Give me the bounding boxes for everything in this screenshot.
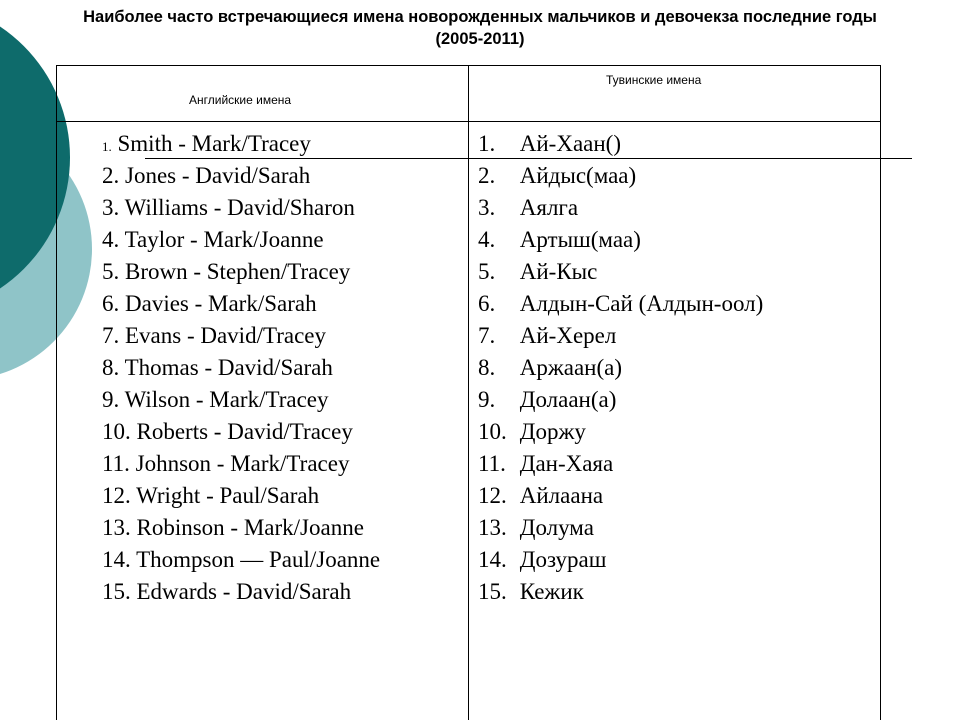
english-names-header: Английские имена [189,93,292,107]
list-item-text: Аржаан(а) [519,355,623,380]
list-item [102,224,380,256]
list-item [478,448,763,480]
list-item [102,160,380,192]
list-item [102,480,380,512]
list-item-text: Дозураш [519,547,607,572]
list-item [102,544,380,576]
title-line-1: Наиболее часто встречающиеся имена новорожденных мальчиков и девочекза последние годы [83,8,877,26]
list-item-text: Долаан(а) [519,387,617,412]
list-item [478,384,763,416]
title-line-2: (2005-2011) [435,30,525,48]
list-item-text: Ай-Херел [519,323,617,348]
list-item-text: Алдын-Сай (Алдын-оол) [519,291,764,316]
slide-title [0,6,960,50]
list-item [102,256,380,288]
list-item [478,128,763,160]
list-item-text: Артыш(маа) [519,227,641,252]
list-item-number: 6. [102,291,120,316]
list-item-number: 12. [102,483,131,508]
list-item-number: 6. [478,291,496,316]
list-item-number: 9. [102,387,120,412]
list-item [102,384,380,416]
list-item-number: 9. [478,387,496,412]
list-item-text: Айлаана [519,483,604,508]
list-item-number: 15. [478,579,507,604]
list-item-number: 11. [478,451,506,476]
list-item-number: 11. [102,451,130,476]
list-item-text: Ай-Кыс [519,259,598,284]
list-item [102,576,380,608]
list-item-text: Robinson - Mark/Joanne [136,515,364,540]
list-item-text: Кежик [519,579,584,604]
list-item-text: Davies - Mark/Sarah [125,291,317,316]
list-item [102,288,380,320]
list-item-text: Williams - David/Sharon [124,195,355,220]
list-item [102,352,380,384]
list-item [102,128,380,160]
list-item-number: 3. [478,195,496,220]
list-item [102,448,380,480]
list-item-text: Jones - David/Sarah [125,163,311,188]
list-item [478,320,763,352]
list-item-text: Thompson — Paul/Joanne [136,547,381,572]
list-item-number: 15. [102,579,131,604]
list-item-number: 10. [102,419,131,444]
list-item-text: Taylor - Mark/Joanne [124,227,324,252]
list-item-text: Айдыс(маа) [519,163,637,188]
table-right-border [880,65,881,720]
list-item [102,416,380,448]
list-item-number: 8. [102,355,120,380]
list-item [102,512,380,544]
list-item-text: Edwards - David/Sarah [136,579,352,604]
list-item-number: 14. [102,547,131,572]
list-item-text: Дан-Хаяа [519,451,614,476]
list-item-number: 2. [478,163,496,188]
tuvan-names-list [478,128,763,608]
list-item-text: Brown - Stephen/Tracey [125,259,351,284]
list-item-number: 5. [478,259,496,284]
list-item-number: 13. [102,515,131,540]
list-item-text: Roberts - David/Tracey [136,419,353,444]
list-item-number: 4. [102,227,120,252]
list-item [478,256,763,288]
list-item-number: 13. [478,515,507,540]
list-item-text: Wright - Paul/Sarah [136,483,320,508]
list-item-number: 5. [102,259,120,284]
list-item-number: 8. [478,355,496,380]
list-item [478,224,763,256]
list-item [478,480,763,512]
list-item [478,512,763,544]
list-item-number: 7. [102,323,120,348]
list-item-text: Thomas - David/Sarah [124,355,333,380]
list-item [478,416,763,448]
list-item-number: 1. [478,131,496,156]
english-names-list [102,128,380,608]
list-item-text: Evans - David/Tracey [125,323,326,348]
list-item-text: Johnson - Mark/Tracey [135,451,350,476]
list-item-number: 2. [102,163,120,188]
list-item-text: Wilson - Mark/Tracey [124,387,329,412]
list-item-number: 4. [478,227,496,252]
list-item-text: Аялга [519,195,579,220]
list-item-text: Ай-Хаан() [519,131,621,156]
list-item-number: 12. [478,483,507,508]
list-item-number: 10. [478,419,507,444]
tuvan-names-header: Тувинские имена [606,73,702,87]
list-item [102,192,380,224]
list-item-text: Доржу [519,419,586,444]
list-item [478,288,763,320]
list-item [102,320,380,352]
list-item [478,544,763,576]
list-item-number: 14. [478,547,507,572]
list-item-number: 1. [102,139,112,154]
table-left-border [56,65,57,720]
list-item [478,160,763,192]
list-item [478,192,763,224]
list-item-text: Smith - Mark/Tracey [117,131,311,156]
list-item-number: 7. [478,323,496,348]
list-item [478,576,763,608]
table-column-divider [468,65,469,720]
list-item-number: 3. [102,195,120,220]
list-item [478,352,763,384]
list-item-text: Долума [519,515,594,540]
